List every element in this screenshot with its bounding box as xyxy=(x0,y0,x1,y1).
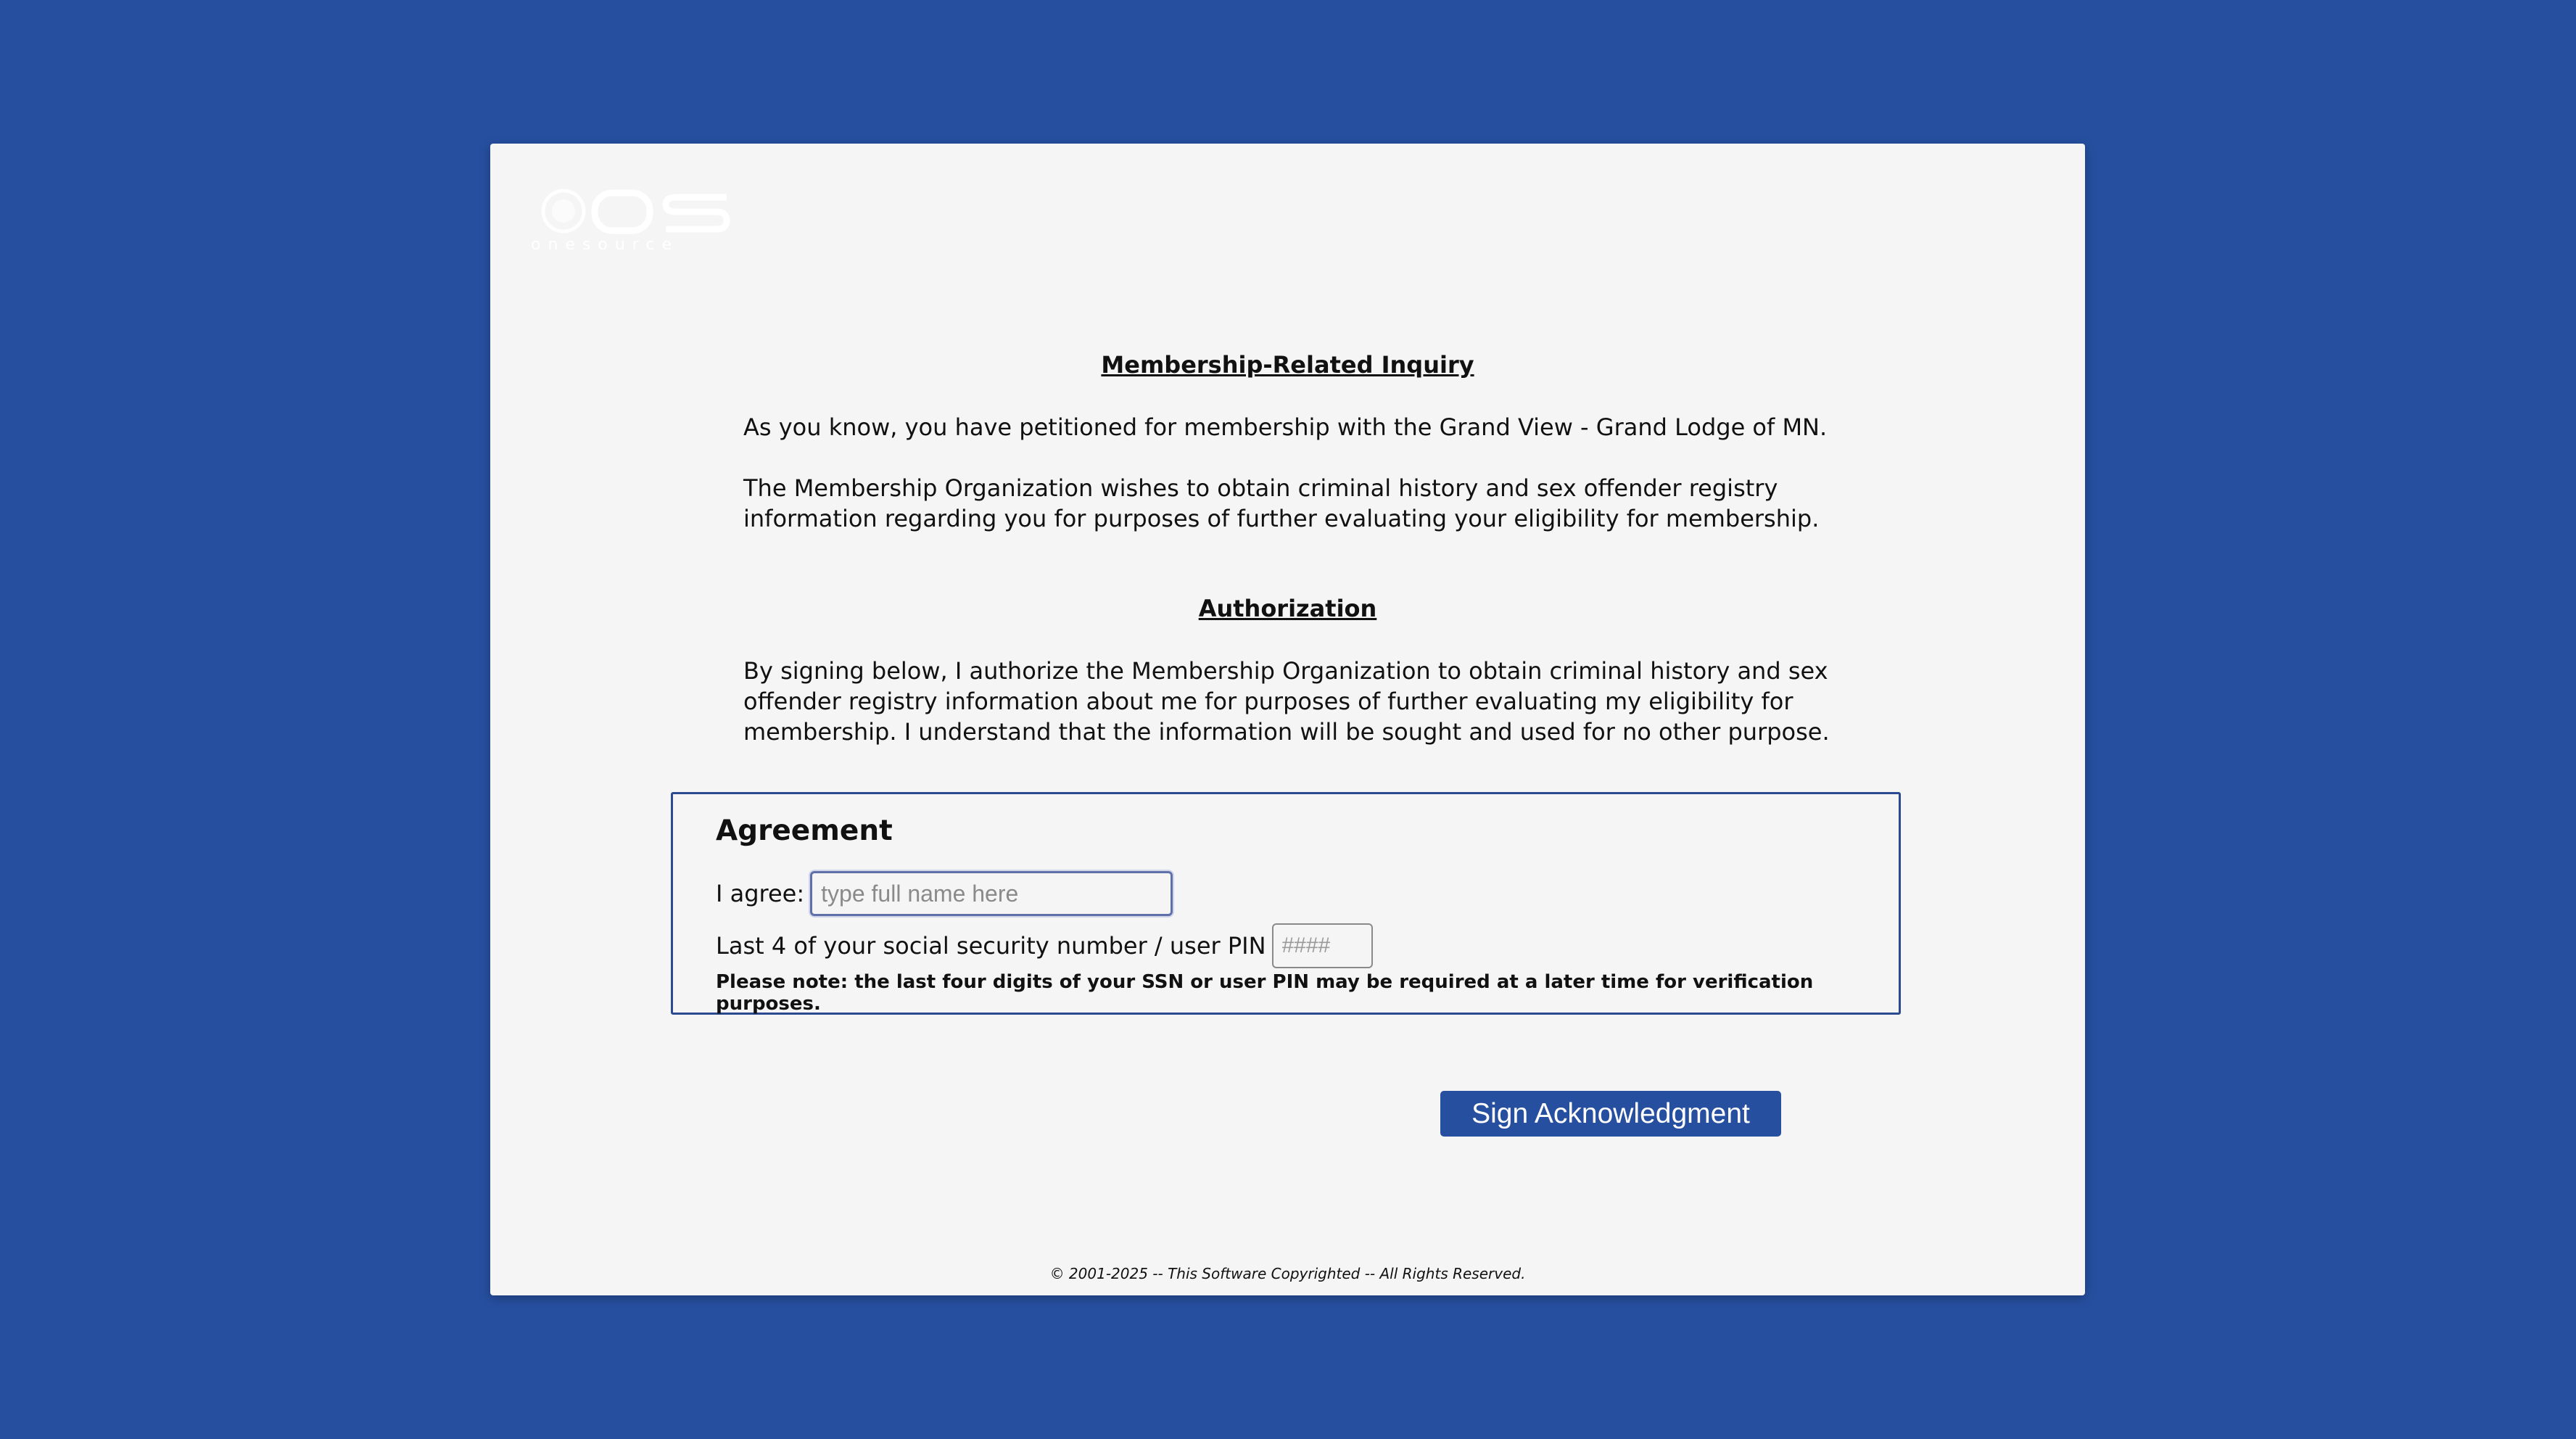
copyright-footer: © 2001-2025 -- This Software Copyrighted -- All Rights Reserved. xyxy=(1049,1265,1526,1282)
inquiry-title: Membership-Related Inquiry xyxy=(1101,351,1474,379)
sign-acknowledgment-button[interactable]: Sign Acknowledgment xyxy=(1440,1091,1781,1137)
pin-label: Last 4 of your social security number / user PIN xyxy=(716,932,1266,960)
agreement-title: Agreement xyxy=(716,815,893,847)
authorization-paragraph: By signing below, I authorize the Membership Organization to obtain criminal history and sex offender registry information about me for purposes of further evaluating my eligibility for membership. I understand that the information will be sought and used for no other purpose. xyxy=(743,657,1830,746)
full-name-input[interactable] xyxy=(810,871,1173,916)
ssn-pin-input[interactable] xyxy=(1272,923,1373,968)
agreement-box xyxy=(671,792,1901,1015)
inquiry-paragraph-2: The Membership Organization wishes to obtain criminal history and sex offender registry information regarding you for purposes of further evaluating your eligibility for membership. xyxy=(743,474,1820,532)
svg-text:onesource: onesource xyxy=(531,236,679,252)
authorization-title: Authorization xyxy=(1198,595,1377,622)
main-card xyxy=(490,144,2085,1295)
agree-row xyxy=(716,871,1173,916)
agree-label: I agree: xyxy=(716,880,805,907)
pin-row xyxy=(716,923,1373,968)
inquiry-paragraph-1: As you know, you have petitioned for membership with the Grand View - Grand Lodge of MN. xyxy=(743,413,1828,441)
verification-note: Please note: the last four digits of your SSN or user PIN may be required at a later time for verification purposes. xyxy=(716,971,1814,1015)
onesource-logo xyxy=(531,187,741,252)
